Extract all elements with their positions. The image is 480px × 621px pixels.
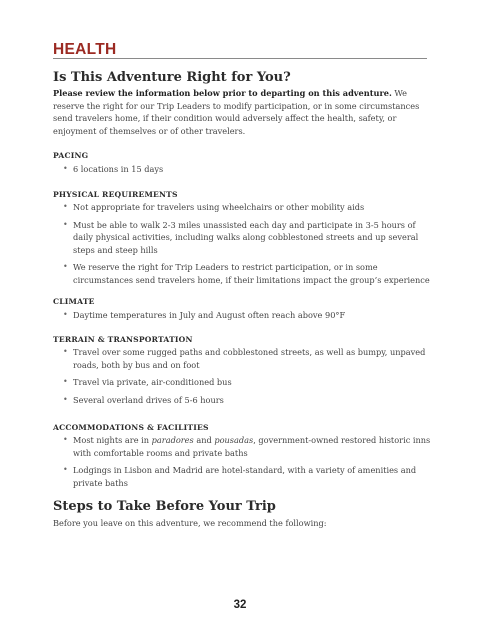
list-item: • Daytime temperatures in July and August often reach above 90°F bbox=[63, 310, 346, 320]
title-divider bbox=[53, 58, 427, 59]
terrain-list bbox=[53, 346, 431, 411]
climate-list bbox=[53, 309, 431, 327]
heading-steps-before-trip: Steps to Take Before Your Trip bbox=[53, 499, 276, 514]
accommodations-label: ACCOMMODATIONS & FACILITIES bbox=[53, 423, 209, 432]
bullet-icon: • bbox=[63, 262, 68, 272]
bullet-icon: • bbox=[63, 394, 68, 404]
section-title: HEALTH bbox=[53, 41, 117, 58]
page-number: 32 bbox=[233, 599, 247, 611]
list-item: • Travel via private, air-conditioned bus bbox=[63, 377, 232, 388]
physical-requirements-list bbox=[53, 201, 431, 292]
list-item: • Must be able to walk 2-3 miles unassisted each day and participate in 3-5 hours of daily physical activities, including walks along cobblestoned streets and up several steps and steep hills bbox=[63, 219, 419, 255]
bullet-icon: • bbox=[63, 219, 68, 229]
intro-paragraph bbox=[53, 87, 431, 137]
list-item: • 6 locations in 15 days bbox=[63, 164, 164, 174]
pacing-label: PACING bbox=[53, 151, 89, 160]
list-item: • Travel over some rugged paths and cobblestoned streets, as well as bumpy, unpaved roads, both by bus and on foot bbox=[63, 347, 426, 370]
list-item: • Lodgings in Lisbon and Madrid are hotel-standard, with a variety of amenities and private baths bbox=[63, 465, 417, 488]
bullet-icon: • bbox=[63, 310, 68, 319]
heading-adventure-right: Is This Adventure Right for You? bbox=[53, 70, 291, 85]
accommodations-list bbox=[53, 434, 431, 494]
list-item: • Not appropriate for travelers using wheelchairs or other mobility aids bbox=[63, 202, 365, 212]
bullet-icon: • bbox=[63, 347, 68, 356]
climate-label: CLIMATE bbox=[53, 297, 95, 306]
list-item: • Several overland drives of 5-6 hours bbox=[63, 394, 224, 405]
bullet-icon: • bbox=[63, 377, 68, 387]
bullet-icon: • bbox=[63, 202, 68, 211]
physical-requirements-label: PHYSICAL REQUIREMENTS bbox=[53, 190, 178, 199]
intro-text: We reserve the right for our Trip Leaders to modify participation, or in some circumstances send travelers home, if their condition would adversely affect the health, safety, or enjoyment of themselves or of other travelers. bbox=[53, 88, 420, 136]
bullet-icon: • bbox=[63, 435, 68, 444]
list-item: • Most nights are in paradores and pousadas, government-owned restored historic inns with comfortable rooms and private baths bbox=[63, 435, 431, 458]
pacing-list bbox=[53, 163, 431, 181]
outro-paragraph: Before you leave on this adventure, we recommend the following: bbox=[53, 518, 327, 528]
list-item: • We reserve the right for Trip Leaders to restrict participation, or in some circumstances send travelers home, if their limitations impact the group’s experience bbox=[63, 262, 430, 285]
intro-bold-text: Please review the information below prior to departing on this adventure. bbox=[53, 88, 392, 98]
bullet-icon: • bbox=[63, 465, 68, 475]
bullet-icon: • bbox=[63, 164, 68, 173]
terrain-label: TERRAIN & TRANSPORTATION bbox=[53, 335, 193, 344]
